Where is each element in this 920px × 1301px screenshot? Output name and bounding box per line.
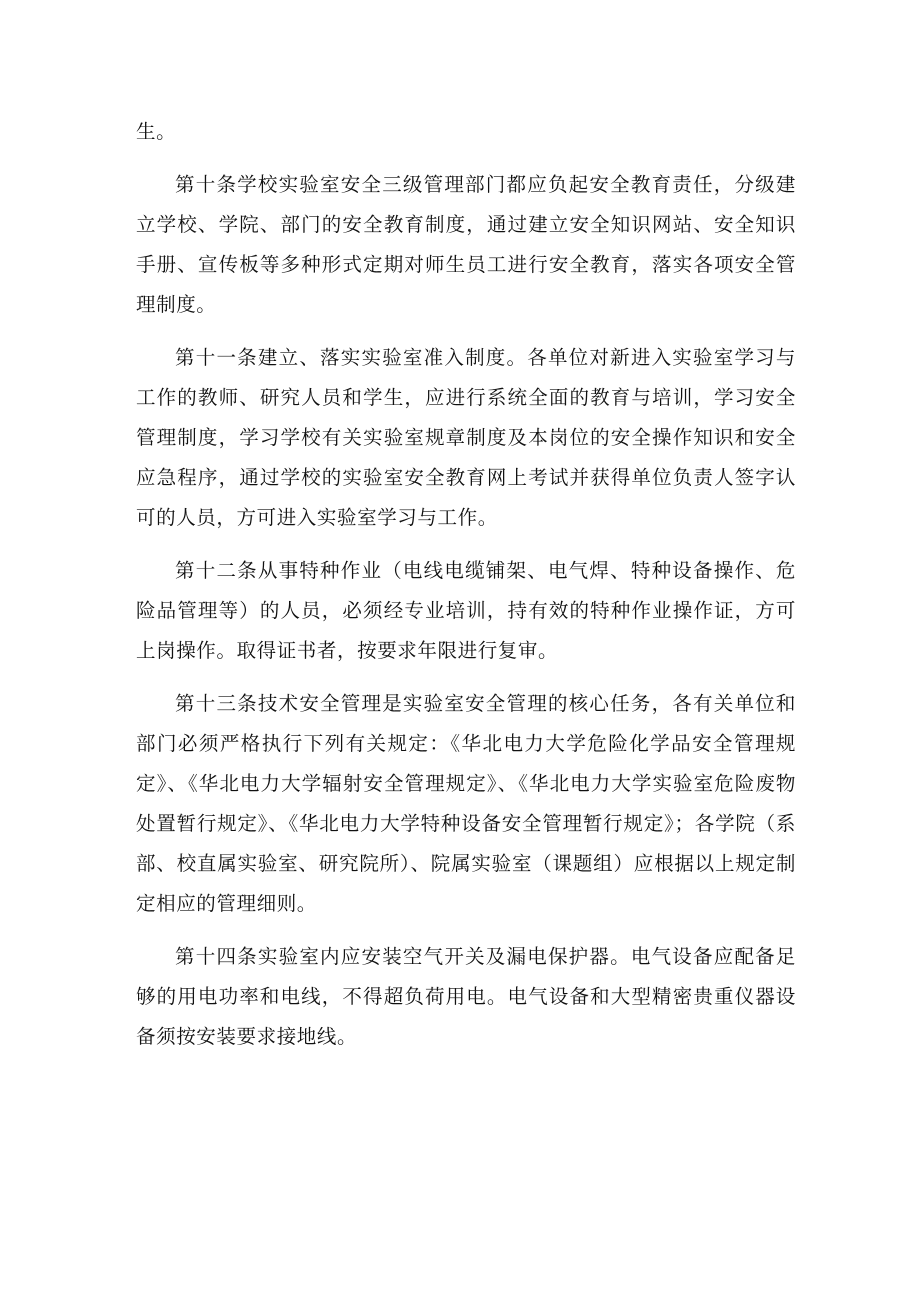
paragraph-article-11: 第十一条建立、落实实验室准入制度。各单位对新进入实验室学习与工作的教师、研究人员和学生，应进行系统全面的教育与培训，学习安全管理制度，学习学校有关实验室规章制度及本岗位的安全操作知识和安全应急程序，通过学校的实验室安全教育网上考试并获得单位负责人签字认可的人员，方可进入实验室学习与工作。 [136, 346, 796, 529]
paragraph-article-12: 第十二条从事特种作业（电线电缆铺架、电气焊、特种设备操作、危险品管理等）的人员，必须经专业培训，持有效的特种作业操作证，方可上岗操作。取得证书者，按要求年限进行复审。 [136, 559, 796, 662]
document-body [136, 112, 796, 1070]
paragraph-article-14: 第十四条实验室内应安装空气开关及漏电保护器。电气设备应配备足够的用电功率和电线，不得超负荷用电。电气设备和大型精密贵重仪器设备须按安装要求接地线。 [136, 945, 796, 1048]
paragraph-article-10: 第十条学校实验室安全三级管理部门都应负起安全教育责任，分级建立学校、学院、部门的安全教育制度，通过建立安全知识网站、安全知识手册、宣传板等多种形式定期对师生员工进行安全教育，落实各项安全管理制度。 [136, 173, 796, 316]
paragraph-continuation: 生。 [136, 120, 177, 143]
paragraph-article-13: 第十三条技术安全管理是实验室安全管理的核心任务，各有关单位和部门必须严格执行下列有关规定：《华北电力大学危险化学品安全管理规定》、《华北电力大学辐射安全管理规定》、《华北电力大学实验室危险废物处置暂行规定》、《华北电力大学特种设备安全管理暂行规定》；各学院（系部、校直属实验室、研究院所）、院属实验室（课题组）应根据以上规定制定相应的管理细则。 [136, 692, 796, 915]
